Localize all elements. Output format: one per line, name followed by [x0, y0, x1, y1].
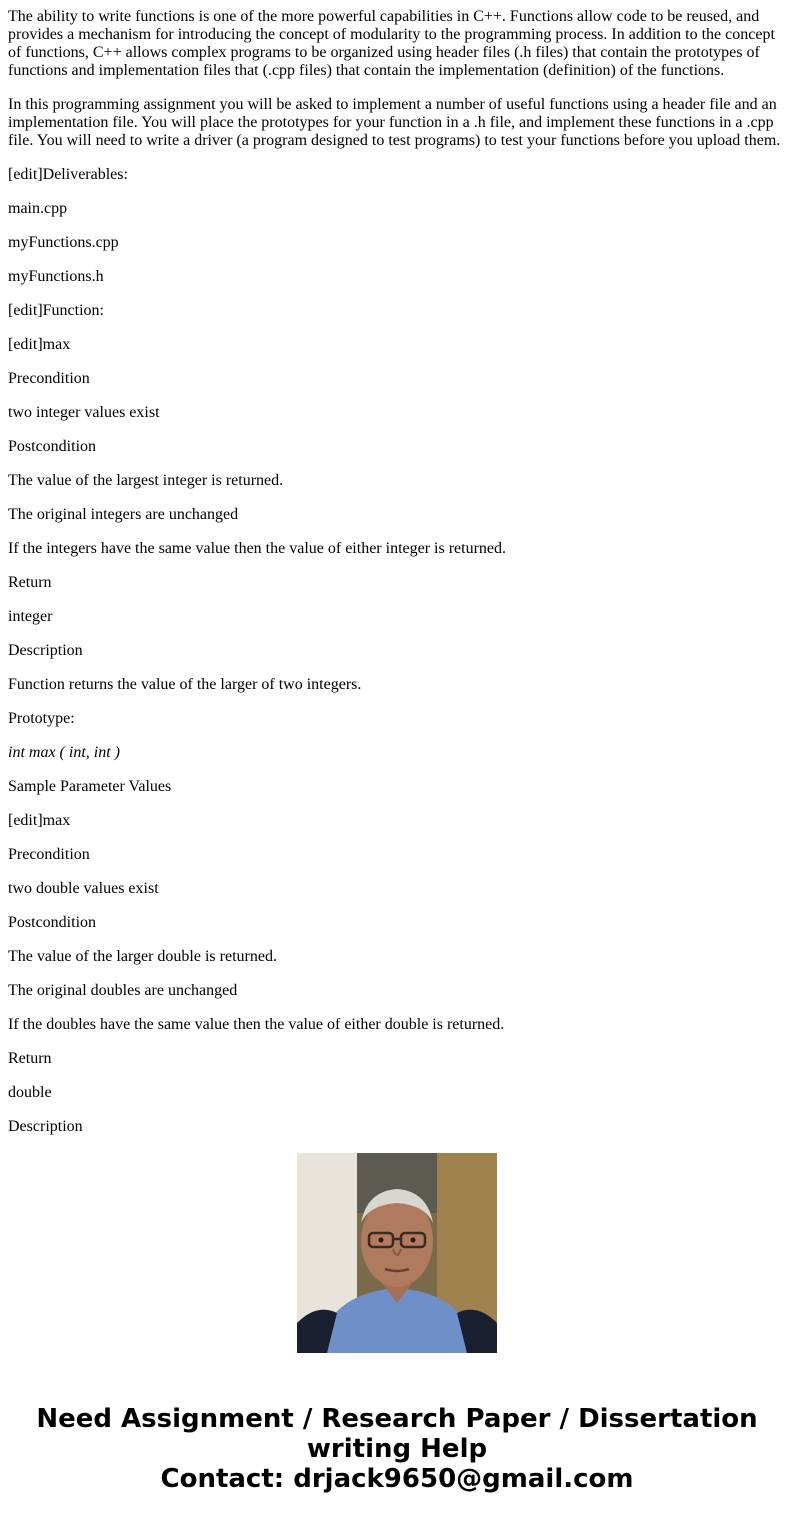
function-name: [edit]max	[8, 336, 71, 353]
section-text: double	[8, 1084, 52, 1101]
section-label: Return	[8, 1050, 52, 1067]
section-label: Precondition	[8, 846, 90, 863]
section-text: If the integers have the same value then the value of either integer is returned.	[8, 540, 507, 557]
deliverable-file: myFunctions.h	[8, 268, 104, 285]
section-label: Description	[8, 642, 83, 659]
prototype-code: int max ( int, int )	[8, 744, 120, 761]
section-label: Sample Parameter Values	[8, 778, 172, 795]
section-label: Description	[8, 1118, 83, 1135]
section-text: two double values exist	[8, 880, 159, 897]
section-label: Return	[8, 574, 52, 591]
intro-paragraph: The ability to write functions is one of the more powerful capabilities in C++. Functions allow code to be reused, and provides a mechanism for introducing the concept of modularity to the programming process. In addition to the concept of functions, C++ allows complex programs to be organized using header files (.h files) that contain the prototypes of functions and implementation files that (.cpp files) that contain the implementation (definition) of the functions.	[8, 8, 775, 79]
section-label: Postcondition	[8, 438, 97, 455]
contact-line: Contact: drjack9650@gmail.com	[160, 1464, 634, 1494]
profile-photo	[297, 1153, 497, 1353]
section-text: Function returns the value of the larger of two integers.	[8, 676, 362, 693]
section-text: The original doubles are unchanged	[8, 982, 238, 999]
deliverable-file: main.cpp	[8, 200, 68, 217]
promo-line: writing Help	[306, 1434, 488, 1464]
section-text: integer	[8, 608, 53, 625]
assignment-paragraph: In this programming assignment you will be asked to implement a number of useful functions using a header file and an implementation file. You will place the prototypes for your function in a .h file, and implement these functions in a .cpp file. You will need to write a driver (a program designed to test programs) to test your functions before you upload them.	[8, 96, 781, 149]
section-label: Postcondition	[8, 914, 97, 931]
section-text: two integer values exist	[8, 404, 160, 421]
section-label: Prototype:	[8, 710, 75, 727]
promo-line: Need Assignment / Research Paper / Dissertation	[36, 1404, 758, 1434]
document-body	[8, 8, 786, 1135]
section-text: The original integers are unchanged	[8, 506, 239, 523]
section-text: If the doubles have the same value then the value of either double is returned.	[8, 1016, 505, 1033]
section-label: Precondition	[8, 370, 90, 387]
avatar	[297, 1153, 497, 1353]
section-text: The value of the larger double is returned.	[8, 948, 277, 965]
function-name: [edit]max	[8, 812, 71, 829]
function-heading: [edit]Function:	[8, 302, 104, 319]
deliverables-heading: [edit]Deliverables:	[8, 166, 128, 183]
deliverable-file: myFunctions.cpp	[8, 234, 119, 251]
section-text: The value of the largest integer is returned.	[8, 472, 284, 489]
promo-banner	[0, 1404, 794, 1494]
